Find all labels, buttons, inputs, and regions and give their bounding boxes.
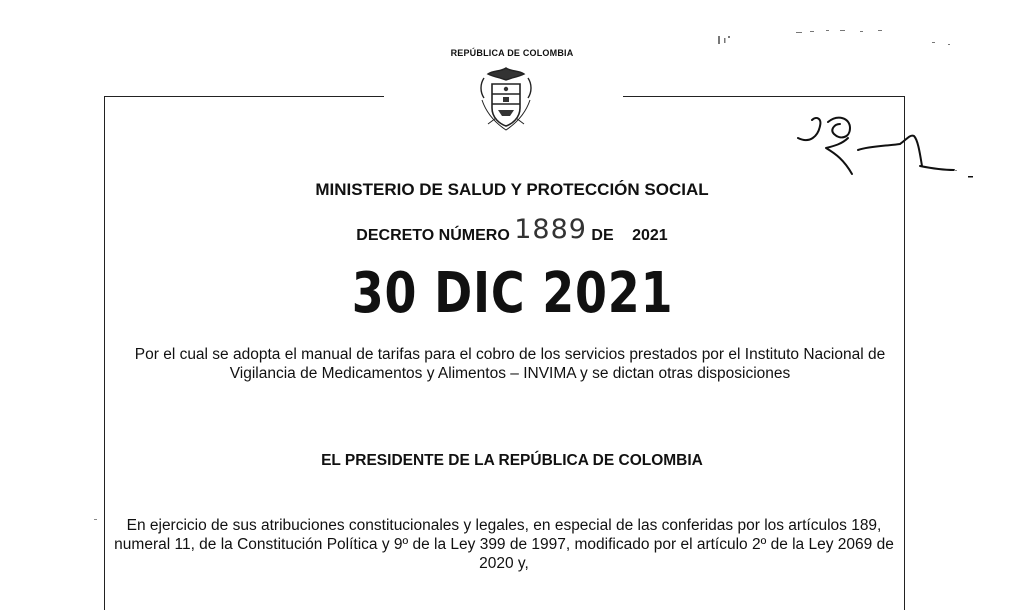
ministry-title: MINISTERIO DE SALUD Y PROTECCIÓN SOCIAL bbox=[315, 180, 709, 199]
frame-left-border bbox=[104, 96, 105, 610]
scan-dot bbox=[94, 519, 97, 520]
decree-number: 1889 bbox=[514, 214, 587, 245]
decree-number-line bbox=[0, 214, 1024, 245]
decree-epigraph: Por el cual se adopta el manual de tarifas para el cobro de los servicios prestados por el Instituto Nacional de Vigilancia de Medicamentos y Alimentos – INVIMA y se dictan otras disposiciones bbox=[134, 346, 886, 382]
handwritten-signature-icon bbox=[790, 104, 990, 190]
country-heading: REPÚBLICA DE COLOMBIA bbox=[450, 48, 574, 58]
decree-year: 2021 bbox=[632, 227, 668, 244]
scan-dot bbox=[954, 170, 957, 171]
legal-preamble: En ejercicio de sus atribuciones constitucionales y legales, en especial de las conferidas por los artículos 189, numeral 11, de la Constitución Política y 9º de la Ley 399 de 1997, modificado por el artículo 2º de la Ley 2069 de 2020 y, bbox=[114, 517, 894, 572]
decree-year-prefix: DE bbox=[591, 227, 614, 244]
date-stamp: 30 DIC 2021 bbox=[351, 261, 674, 326]
frame-top-left-border bbox=[104, 96, 384, 97]
frame-top-right-border bbox=[623, 96, 905, 97]
coat-of-arms-icon bbox=[474, 64, 538, 134]
decree-number-prefix: DECRETO NÚMERO bbox=[356, 227, 510, 244]
issuing-authority: EL PRESIDENTE DE LA REPÚBLICA DE COLOMBIA bbox=[321, 452, 703, 469]
